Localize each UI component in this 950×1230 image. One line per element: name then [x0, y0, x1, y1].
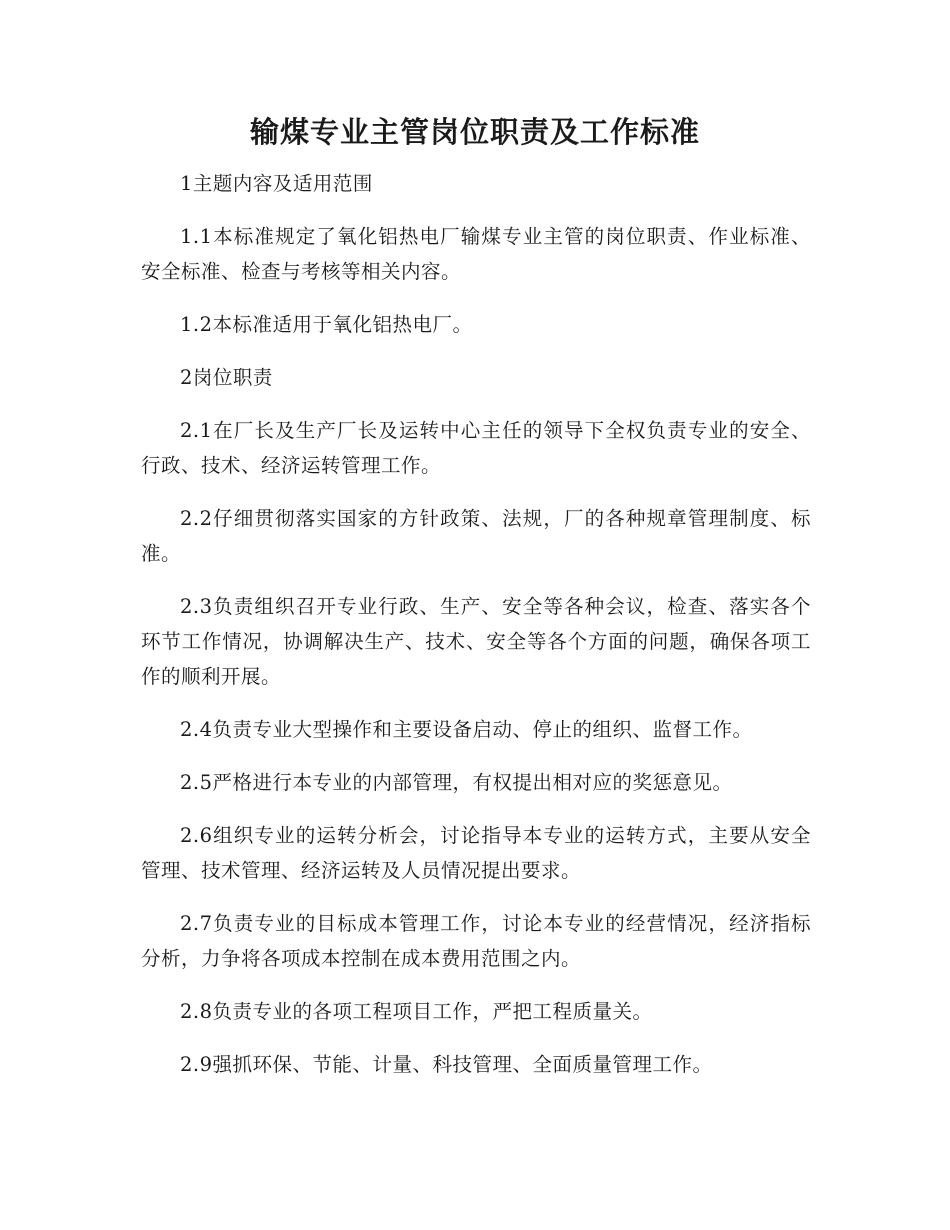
paragraph-2-6: 2.6组织专业的运转分析会，讨论指导本专业的运转方式，主要从安全管理、技术管理、经济运转及人员情况提出要求。 — [141, 824, 811, 882]
paragraph-2-1: 2.1在厂长及生产厂长及运转中心主任的领导下全权负责专业的安全、行政、技术、经济运转管理工作。 — [141, 419, 811, 477]
paragraph-1-2: 1.2本标准适用于氧化铝热电厂。 — [180, 313, 473, 336]
paragraph-section-2: 2岗位职责 — [180, 366, 273, 389]
paragraph-2-3: 2.3负责组织召开专业行政、生产、安全等各种会议，检查、落实各个环节工作情况，协调解决生产、技术、安全等各个方面的问题，确保各项工作的顺利开展。 — [141, 595, 811, 688]
document-body — [141, 166, 811, 1100]
paragraph-2-9: 2.9强抓环保、节能、计量、科技管理、全面质量管理工作。 — [180, 1053, 713, 1076]
paragraph-2-7: 2.7负责专业的目标成本管理工作，讨论本专业的经营情况，经济指标分析，力争将各项成本控制在成本费用范围之内。 — [141, 912, 811, 970]
paragraph-2-8: 2.8负责专业的各项工程项目工作，严把工程质量关。 — [180, 1000, 653, 1023]
paragraph-2-4: 2.4负责专业大型操作和主要设备启动、停止的组织、监督工作。 — [180, 718, 753, 741]
paragraph-2-5: 2.5严格进行本专业的内部管理，有权提出相对应的奖惩意见。 — [180, 771, 733, 794]
document-title: 输煤专业主管岗位职责及工作标准 — [249, 115, 700, 149]
paragraph-2-2: 2.2仔细贯彻落实国家的方针政策、法规，厂的各种规章管理制度、标准。 — [141, 507, 811, 565]
paragraph-section-1: 1主题内容及适用范围 — [180, 172, 373, 195]
paragraph-1-1: 1.1本标准规定了氧化铝热电厂输煤专业主管的岗位职责、作业标准、安全标准、检查与考核等相关内容。 — [141, 225, 811, 283]
